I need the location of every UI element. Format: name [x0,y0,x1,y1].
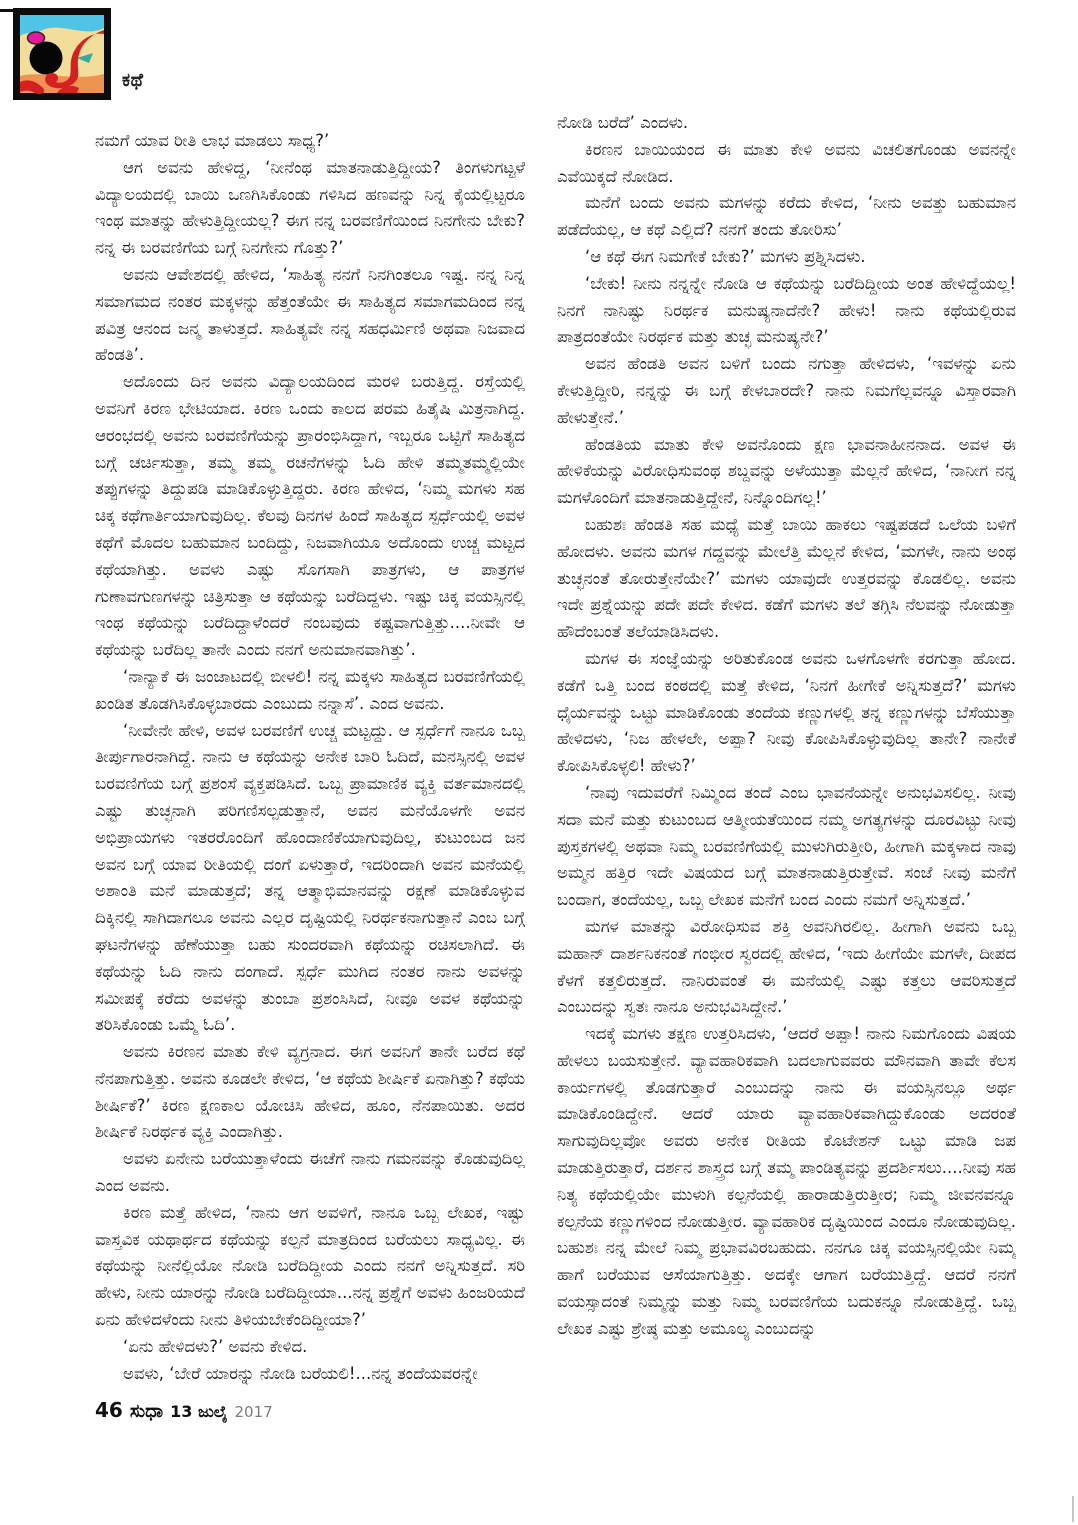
story-paragraph: ‘ನೀವೇನೇ ಹೇಳಿ, ಅವಳ ಬರವಣಿಗೆ ಉಚ್ಚ ಮಟ್ಟದ್ದು. ಆ ಸ್ಪರ್ಧೆಗೆ ನಾನೂ ಒಬ್ಬ ತೀರ್ಪುಗಾರನಾಗಿದ್ದೆ. ನಾನು ಆ ಕಥೆಯನ್ನು ಅನೇಕ ಬಾರಿ ಓದಿದೆ, ಮನಸ್ಸಿನಲ್ಲಿ ಅವಳ ಬರವಣಿಗೆಯ ಬಗ್ಗೆ ಪ್ರಶಂಸೆ ವ್ಯಕ್ತಪಡಿಸಿದೆ. ಒಬ್ಬ ಪ್ರಾಮಾಣಿಕ ವ್ಯಕ್ತಿ ವರ್ತಮಾನದಲ್ಲಿ ಎಷ್ಟು ತುಚ್ಛನಾಗಿ ಪರಿಗಣಿಸಲ್ಪಡುತ್ತಾನೆ, ಅವನ ಮನೆಯೊಳಗೇ ಅವನ ಅಭಿಪ್ರಾಯಗಳು ಇತರರೊಂದಿಗೆ ಹೊಂದಾಣಿಕೆಯಾಗುವುದಿಲ್ಲ, ಕುಟುಂಬದ ಜನ ಅವನ ಬಗ್ಗೆ ಯಾವ ರೀತಿಯಲ್ಲಿ ದಂಗೆ ಏಳುತ್ತಾರೆ, ಇದರಿಂದಾಗಿ ಅವನ ಮನೆಯಲ್ಲಿ ಅಶಾಂತಿ ಮನೆ ಮಾಡುತ್ತದೆ; ತನ್ನ ಆತ್ಮಾಭಿಮಾನವನ್ನು ರಕ್ಷಣೆ ಮಾಡಿಕೊಳ್ಳುವ ದಿಕ್ಕಿನಲ್ಲಿ ಸಾಗಿದಾಗಲೂ ಅವನು ಎಲ್ಲರ ದೃಷ್ಟಿಯಲ್ಲಿ ನಿರರ್ಥಕನಾಗುತ್ತಾನೆ ಎಂಬ ಬಗ್ಗೆ ಘಟನೆಗಳನ್ನು ಹೆಣೆಯುತ್ತಾ ಬಹು ಸುಂದರವಾಗಿ ಕಥೆಯನ್ನು ರಚಿಸಲಾಗಿದೆ. ಈ ಕಥೆಯನ್ನು ಓದಿ ನಾನು ದಂಗಾದೆ. ಸ್ಪರ್ಧೆ ಮುಗಿದ ನಂತರ ನಾನು ಅವಳನ್ನು ಸಮೀಪಕ್ಕೆ ಕರೆದು ಅವಳನ್ನು ತುಂಬಾ ಪ್ರಶಂಸಿಸಿದೆ, ನೀವೂ ಅವಳ ಕಥೆಯನ್ನು ತರಿಸಿಕೊಂಡು ಒಮ್ಮೆ ಓದಿ’. [95,720,525,1035]
story-paragraph: ‘ಆ ಕಥೆ ಈಗ ನಿಮಗೇಕೆ ಬೇಕು?’ ಮಗಳು ಪ್ರಶ್ನಿಸಿದಳು. [585,246,866,266]
story-paragraph: ಮಗಳ ಈ ಸಂಜ್ಞೆಯನ್ನು ಅರಿತುಕೊಂಡ ಅವನು ಒಳಗೊಳಗೇ ಕರಗುತ್ತಾ ಹೋದ. ಕಡೆಗೆ ಒತ್ತಿ ಬಂದ ಕಂಠದಲ್ಲಿ ಮತ್ತೆ ಕೇಳಿದ, ‘ನಿನಗೆ ಹೀಗೇಕೆ ಅನ್ನಿಸುತ್ತದೆ?’ ಮಗಳು ಧೈರ್ಯವನ್ನು ಒಟ್ಟು ಮಾಡಿಕೊಂಡು ತಂದೆಯ ಕಣ್ಣುಗಳಲ್ಲಿ ತನ್ನ ಕಣ್ಣುಗಳನ್ನು ಬೆಸೆಯುತ್ತಾ ಹೇಳಿದಳು, ‘ನಿಜ ಹೇಳಲೇ, ಅಪ್ಪಾ? ನೀವು ಕೋಪಿಸಿಕೊಳ್ಳುವುದಿಲ್ಲ ತಾನೇ? ನಾನೇಕೆ ಕೋಪಿಸಿಕೊಳ್ಳಲಿ! ಹೇಳು?’ [557,648,1016,776]
story-paragraph: ‘ನಾವು ಇದುವರೆಗೆ ನಿಮ್ಮಿಂದ ತಂದೆ ಎಂಬ ಭಾವನೆಯನ್ನೇ ಅನುಭವಿಸಲಿಲ್ಲ. ನೀವು ಸದಾ ಮನೆ ಮತ್ತು ಕುಟುಂಬದ ಆತ್ಮೀಯತೆಯಿಂದ ನಮ್ಮ ಅಗತ್ಯಗಳನ್ನು ದೂರವಿಟ್ಟು ನೀವು ಪುಸ್ತಕಗಳಲ್ಲಿ ಅಥವಾ ನಿಮ್ಮ ಬರವಣಿಗೆಯಲ್ಲಿ ಮುಳುಗಿರುತ್ತೀರಿ, ಹೀಗಾಗಿ ಮಕ್ಕಳಾದ ನಾವು ಅಮ್ಮನ ಹತ್ತಿರ ಇದೇ ವಿಷಯದ ಬಗ್ಗೆ ಮಾತನಾಡುತ್ತಿರುತ್ತೇವೆ. ಸಂಜೆ ನೀವು ಮನೆಗೆ ಬಂದಾಗ, ತಂದೆಯಲ್ಲ, ಒಬ್ಬ ಲೇಖಕ ಮನೆಗೆ ಬಂದ ಎಂದು ನಮಗೆ ಅನ್ನಿಸುತ್ತದೆ.’ [557,782,1016,910]
story-paragraph: ಆಗ ಅವನು ಹೇಳಿದ್ದ, ‘ನೀನೆಂಥ ಮಾತನಾಡುತ್ತಿದ್ದೀಯ? ತಿಂಗಳುಗಟ್ಟಳೆ ವಿದ್ಯಾಲಯದಲ್ಲಿ ಬಾಯಿ ಒಣಗಿಸಿಕೊಂಡು ಗಳಿಸಿದ ಹಣವನ್ನು ನಿನ್ನ ಕೈಯಲ್ಲಿಟ್ಟರೂ ಇಂಥ ಮಾತನ್ನು ಹೇಳುತ್ತಿದ್ದೀಯಲ್ಲ? ಈಗ ನನ್ನ ಬರವಣಿಗೆಯಿಂದ ನಿನಗೇನು ಬೇಕು? ನನ್ನ ಈ ಬರವಣಿಗೆಯ ಬಗ್ಗೆ ನಿನಗೇನು ಗೊತ್ತು?’ [95,157,525,258]
story-section-logo-icon [13,8,114,108]
left-text-column [95,128,525,1390]
story-paragraph: ಕಿರಣ ಮತ್ತೆ ಹೇಳಿದ, ‘ನಾನು ಆಗ ಅವಳಿಗೆ, ನಾನೂ ಒಬ್ಬ ಲೇಖಕ, ಇಷ್ಟು ವಾಸ್ತವಿಕ ಯಥಾರ್ಥದ ಕಥೆಯನ್ನು ಕಲ್ಪನೆ ಮಾತ್ರದಿಂದ ಬರೆಯಲು ಸಾಧ್ಯವಿಲ್ಲ. ಈ ಕಥೆಯನ್ನು ನೀನೆಲ್ಲಿಯೋ ನೋಡಿ ಬರೆದಿದ್ದೀಯ ಎಂದು ನನಗೆ ಅನ್ನಿಸುತ್ತದೆ. ಸರಿ ಹೇಳು, ನೀನು ಯಾರನ್ನು ನೋಡಿ ಬರೆದಿದ್ದೀಯಾ...ನನ್ನ ಪ್ರಶ್ನೆಗೆ ಅವಳು ಹಿಂಜರಿಯದೆ ಏನು ಹೇಳಿದಳೆಂದು ನೀನು ತಿಳಿಯಬೇಕೆಂದಿದ್ದೀಯಾ?’ [95,1202,525,1330]
story-paragraph: ಅವನು ಆವೇಶದಲ್ಲಿ ಹೇಳಿದ, ‘ಸಾಹಿತ್ಯ ನನಗೆ ನಿನಗಿಂತಲೂ ಇಷ್ಟ. ನನ್ನ ನಿನ್ನ ಸಮಾಗಮದ ನಂತರ ಮಕ್ಕಳನ್ನು ಹೆತ್ತಂತೆಯೇ ಈ ಸಾಹಿತ್ಯದ ಸಮಾಗಮದಿಂದ ನನ್ನ ಪವಿತ್ರ ಆನಂದ ಜನ್ಮ ತಾಳುತ್ತದೆ. ಸಾಹಿತ್ಯವೇ ನನ್ನ ಸಹಧರ್ಮಿಣಿ ಅಥವಾ ನಿಜವಾದ ಹೆಂಡತಿ’. [95,264,525,365]
story-paragraph: ಬಹುಶಃ ಹೆಂಡತಿ ಸಹ ಮಧ್ಯೆ ಮತ್ತೆ ಬಾಯಿ ಹಾಕಲು ಇಷ್ಟಪಡದೆ ಒಲೆಯ ಬಳಿಗೆ ಹೋದಳು. ಅವನು ಮಗಳ ಗದ್ದವನ್ನು ಮೇಲೆತ್ತಿ ಮೆಲ್ಲನೆ ಕೇಳಿದ, ‘ಮಗಳೇ, ನಾನು ಅಂಥ ತುಚ್ಛನಂತೆ ತೋರುತ್ತೇನೆಯೇ?’ ಮಗಳು ಯಾವುದೇ ಉತ್ತರವನ್ನು ಕೊಡಲಿಲ್ಲ. ಅವನು ಇದೇ ಪ್ರಶ್ನೆಯನ್ನು ಪದೇ ಪದೇ ಕೇಳಿದ. ಕಡೆಗೆ ಮಗಳು ತಲೆ ತಗ್ಗಿಸಿ ನೆಲವನ್ನು ನೋಡುತ್ತಾ ಹೌದೆಂಬಂತೆ ತಲೆಯಾಡಿಸಿದಳು. [557,514,1016,642]
magazine-name: ಸುಧಾ [129,1401,164,1422]
story-paragraph: ‘ಏನು ಹೇಳಿದಳು?’ ಅವನು ಕೇಳಿದ. [123,1336,308,1356]
story-paragraph: ಮಗಳ ಮಾತನ್ನು ವಿರೋಧಿಸುವ ಶಕ್ತಿ ಅವನಿಗಿರಲಿಲ್ಲ. ಹೀಗಾಗಿ ಅವನು ಒಬ್ಬ ಮಹಾನ್ ದಾರ್ಶನಿಕನಂತೆ ಗಂಭೀರ ಸ್ವರದಲ್ಲಿ ಹೇಳಿದ, ‘ಇದು ಹೀಗೆಯೇ ಮಗಳೇ, ದೀಪದ ಕೆಳಗೆ ಕತ್ತಲಿರುತ್ತದೆ. ನಾನಿರುವಂತೆ ಈ ಮನೆಯಲ್ಲಿ ಎಷ್ಟು ಕತ್ತಲು ಆವರಿಸುತ್ತದೆ ಎಂಬುದನ್ನು ಸ್ವತಃ ನಾನೂ ಅನುಭವಿಸಿದ್ದೇನೆ.’ [557,916,1016,1017]
story-paragraph: ಅವಳು ಏನೇನು ಬರೆಯುತ್ತಾಳೆಂದು ಈಚೆಗೆ ನಾನು ಗಮನವನ್ನು ಕೊಡುವುದಿಲ್ಲ ಎಂದ ಅವನು. [95,1149,525,1196]
story-paragraph: ನೋಡಿ ಬರೆದೆ’ ಎಂದಳು. [557,113,689,132]
right-text-column [557,110,1016,1392]
story-paragraph: ನಮಗೆ ಯಾವ ರೀತಿ ಲಾಭ ಮಾಡಲು ಸಾಧ್ಯ?’ [95,131,330,150]
story-paragraph: ಅವನ ಹೆಂಡತಿ ಅವನ ಬಳಿಗೆ ಬಂದು ನಗುತ್ತಾ ಹೇಳಿದಳು, ‘ಇವಳನ್ನು ಏನು ಕೇಳುತ್ತಿದ್ದೀರಿ, ನನ್ನನ್ನು ಈ ಬಗ್ಗೆ ಕೇಳಬಾರದೇ? ನಾನು ನಿಮಗೆಲ್ಲವನ್ನೂ ವಿಸ್ತಾರವಾಗಿ ಹೇಳುತ್ತೇನೆ.’ [557,354,1016,427]
story-paragraph: ‘ನಾನ್ಯಾಕೆ ಈ ಜಂಜಾಟದಲ್ಲಿ ಬೀಳಲಿ! ನನ್ನ ಮಕ್ಕಳು ಸಾಹಿತ್ಯದ ಬರವಣಿಗೆಯಲ್ಲಿ ಖಂಡಿತ ತೊಡಗಿಸಿಕೊಳ್ಳಬಾರದು ಎಂಬುದು ನನ್ನಾಸೆ’. ಎಂದ ಅವನು. [95,666,525,713]
story-paragraph: ‘ಬೇಕು! ನೀನು ನನ್ನನ್ನೇ ನೋಡಿ ಆ ಕಥೆಯನ್ನು ಬರೆದಿದ್ದೀಯ ಅಂತ ಹೇಳಿದ್ದೆಯಲ್ಲ! ನಿನಗೆ ನಾನಿಷ್ಟು ನಿರರ್ಥಕ ಮನುಷ್ಯನಾದೆನೇ? ಹೇಳು! ನಾನು ಕಥೆಯಲ್ಲಿರುವ ಪಾತ್ರದಂತೆಯೇ ನಿರರ್ಥಕ ಮತ್ತು ತುಚ್ಛ ಮನುಷ್ಯನೇ?’ [557,273,1016,347]
page-edge-mark [1072,1496,1074,1522]
abstract-art-logo-icon [13,8,114,108]
story-paragraph: ಅವನು ಕಿರಣನ ಮಾತು ಕೇಳಿ ವ್ಯಗ್ರನಾದ. ಈಗ ಅವನಿಗೆ ತಾನೇ ಬರೆದ ಕಥೆ ನೆನಪಾಗುತ್ತಿತ್ತು. ಅವನು ಕೂಡಲೇ ಕೇಳಿದ, ‘ಆ ಕಥೆಯ ಶೀರ್ಷಿಕೆ ಏನಾಗಿತ್ತು? ಕಥೆಯ ಶೀರ್ಷಿಕೆ?’ ಕಿರಣ ಕ್ಷಣಕಾಲ ಯೋಚಿಸಿ ಹೇಳಿದ, ಹೂಂ, ನೆನಪಾಯಿತು. ಅದರ ಶೀರ್ಷಿಕೆ ನಿರರ್ಥಕ ವ್ಯಕ್ತಿ ಎಂದಾಗಿತ್ತು. [95,1042,525,1142]
issue-date: 13 ಜುಲೈ [170,1402,228,1421]
story-paragraph: ಕಿರಣನ ಬಾಯಿಯಂದ ಈ ಮಾತು ಕೇಳಿ ಅವನು ವಿಚಲಿತಗೊಂಡು ಅವನನ್ನೇ ಎವೆಯಿಕ್ಕದೆ ನೋಡಿದ. [557,139,1016,186]
story-paragraph: ಅದೊಂದು ದಿನ ಅವನು ವಿದ್ಯಾಲಯದಿಂದ ಮರಳಿ ಬರುತ್ತಿದ್ದ. ರಸ್ತೆಯಲ್ಲಿ ಅವನಿಗೆ ಕಿರಣ ಭೇಟಿಯಾದ. ಕಿರಣ ಒಂದು ಕಾಲದ ಪರಮ ಹಿತೈಷಿ ಮಿತ್ರನಾಗಿದ್ದ. ಆರಂಭದಲ್ಲಿ ಅವನು ಬರವಣಿಗೆಯನ್ನು ಪ್ರಾರಂಭಿಸಿದ್ದಾಗ, ಇಬ್ಬರೂ ಒಟ್ಟಿಗೆ ಸಾಹಿತ್ಯದ ಬಗ್ಗೆ ಚರ್ಚಿಸುತ್ತಾ, ತಮ್ಮ ತಮ್ಮ ರಚನೆಗಳನ್ನು ಓದಿ ಹೇಳಿ ತಮ್ಮತಮ್ಮಲ್ಲಿಯೇ ತಪ್ಪುಗಳನ್ನು ತಿದ್ದುಪಡಿ ಮಾಡಿಕೊಳ್ಳುತ್ತಿದ್ದರು. ಕಿರಣ ಹೇಳಿದ, ‘ನಿಮ್ಮ ಮಗಳು ಸಹ ಚಿಕ್ಕ ಕಥೆಗಾರ್ತಿಯಾಗುವುದಿಲ್ಲ. ಕೆಲವು ದಿನಗಳ ಹಿಂದೆ ಸಾಹಿತ್ಯದ ಸ್ಪರ್ಧೆಯಲ್ಲಿ ಅವಳ ಕಥೆಗೆ ಮೊದಲ ಬಹುಮಾನ ಬಂದಿದ್ದು, ನಿಜವಾಗಿಯೂ ಅದೊಂದು ಉಚ್ಚ ಮಟ್ಟದ ಕಥೆಯಾಗಿತ್ತು. ಅವಳು ಎಷ್ಟು ಸೊಗಸಾಗಿ ಪಾತ್ರಗಳು, ಆ ಪಾತ್ರಗಳ ಗುಣಾವಗುಣಗಳನ್ನು ಚಿತ್ರಿಸುತ್ತಾ ಆ ಕಥೆಯನ್ನು ಬರೆದಿದ್ದಳು. ಇಷ್ಟು ಚಿಕ್ಕ ವಯಸ್ಸಿನಲ್ಲಿ ಇಂಥ ಕಥೆಯನ್ನು ಬರೆದಿದ್ದಾಳೆಂದರೆ ನಂಬವುದು ಕಷ್ಟವಾಗುತ್ತಿತ್ತು....ನೀವೇ ಆ ಕಥೆಯನ್ನು ಬರೆದಿಲ್ಲ ತಾನೇ ಎಂದು ನನಗೆ ಅನುಮಾನವಾಗಿತ್ತು’. [95,372,525,660]
page-number: 46 [95,1398,123,1422]
story-paragraph: ಇದಕ್ಕೆ ಮಗಳು ತಕ್ಷಣ ಉತ್ತರಿಸಿದಳು, ‘ಆದರೆ ಅಪ್ಪಾ! ನಾನು ನಿಮಗೊಂದು ವಿಷಯ ಹೇಳಲು ಬಯಸುತ್ತೇನೆ. ವ್ಯಾವಹಾರಿಕವಾಗಿ ಬದಲಾಗುವವರು ಮೌನವಾಗಿ ತಾವೇ ಕೆಲಸ ಕಾರ್ಯಗಳಲ್ಲಿ ತೊಡಗುತ್ತಾರೆ ಎಂಬುದನ್ನು ನಾನು ಈ ವಯಸ್ಸಿನಲ್ಲೂ ಅರ್ಥ ಮಾಡಿಕೊಂಡಿದ್ದೇನೆ. ಆದರೆ ಯಾರು ವ್ಯಾವಹಾರಿಕವಾಗಿದ್ದುಕೊಂಡು ಅದರಂತೆ ಸಾಗುವುದಿಲ್ಲವೋ ಅವರು ಅನೇಕ ರೀತಿಯ ಕೊಟೇಶನ್ ಒಟ್ಟು ಮಾಡಿ ಜಪ ಮಾಡುತ್ತಿರುತ್ತಾರೆ, ದರ್ಶನ ಶಾಸ್ತ್ರದ ಬಗ್ಗೆ ತಮ್ಮ ಪಾಂಡಿತ್ಯವನ್ನು ಪ್ರದರ್ಶಿಸಲು....ನೀವು ಸಹ ನಿತ್ಯ ಕಥೆಯಲ್ಲಿಯೇ ಮುಳುಗಿ ಕಲ್ಪನೆಯಲ್ಲಿ ಹಾರಾಡುತ್ತಿರುತ್ತೀರ; ನಿಮ್ಮ ಜೀವನವನ್ನೂ ಕಲ್ಪನೆಯ ಕಣ್ಣುಗಳಿಂದ ನೋಡುತ್ತೀರ. ವ್ಯಾವಹಾರಿಕ ದೃಷ್ಟಿಯಿಂದ ಎಂದೂ ನೋಡುವುದಿಲ್ಲ. ಬಹುಶಃ ನನ್ನ ಮೇಲೆ ನಿಮ್ಮ ಪ್ರಭಾವವಿರಬಹುದು. ನನಗೂ ಚಿಕ್ಕ ವಯಸ್ಸಿನಲ್ಲಿಯೇ ನಿಮ್ಮ ಹಾಗೆ ಬರೆಯುವ ಆಸೆಯಾಗುತ್ತಿತ್ತು. ಅದಕ್ಕೇ ಆಗಾಗ ಬರೆಯುತ್ತಿದ್ದೆ. ಆದರೆ ನನಗೆ ವಯಸ್ಸಾದಂತೆ ನಿಮ್ಮನ್ನು ಮತ್ತು ನಿಮ್ಮ ಬರವಣಿಗೆಯ ಬದುಕನ್ನೂ ನೋಡುತ್ತಿದ್ದೆ. ಒಬ್ಬ ಲೇಖಕ ಎಷ್ಟು ಶ್ರೇಷ್ಠ ಮತ್ತು ಅಮೂಲ್ಯ ಎಂಬುದನ್ನು [557,1024,1016,1338]
story-paragraph: ಹೆಂಡತಿಯ ಮಾತು ಕೇಳಿ ಅವನೊಂದು ಕ್ಷಣ ಭಾವನಾಹೀನನಾದ. ಅವಳ ಈ ಹೇಳಿಕೆಯನ್ನು ವಿರೋಧಿಸುವಂಥ ಶಬ್ದವನ್ನು ಅಳೆಯುತ್ತಾ ಮೆಲ್ಲನೆ ಹೇಳಿದ, ‘ನಾನೀಗ ನನ್ನ ಮಗಳೊಂದಿಗೆ ಮಾತನಾಡುತ್ತಿದ್ದೇನೆ, ನಿನ್ನೊಂದಿಗಲ್ಲ!’ [557,434,1016,508]
issue-year: 2017 [234,1403,273,1421]
section-label: ಕಥೆ [122,70,144,91]
page-footer [95,1398,273,1422]
story-paragraph: ಅವಳು, ‘ಬೇರೆ ಯಾರನ್ನು ನೋಡಿ ಬರೆಯಲಿ!...ನನ್ನ ತಂದೆಯವರನ್ನೇ [123,1363,478,1383]
story-paragraph: ಮನೆಗೆ ಬಂದು ಅವನು ಮಗಳನ್ನು ಕರೆದು ಕೇಳಿದ, ‘ನೀನು ಅವತ್ತು ಬಹುಮಾನ ಪಡೆದೆಯಲ್ಲ, ಆ ಕಥೆ ಎಲ್ಲಿದೆ? ನನಗೆ ತಂದು ತೋರಿಸು’ [557,193,1016,240]
